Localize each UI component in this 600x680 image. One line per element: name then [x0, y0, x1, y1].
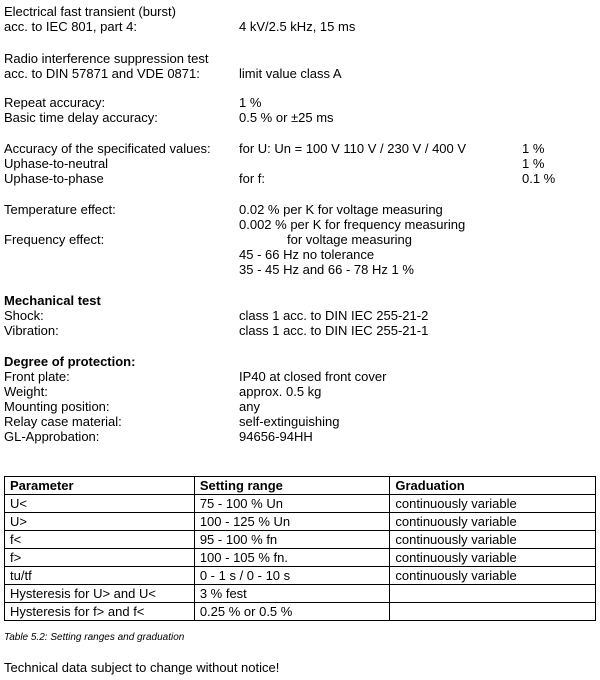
temp-label: Temperature effect:: [4, 202, 116, 217]
freq-tolerance-row: [4, 247, 594, 262]
vibration-label: Vibration:: [4, 323, 59, 338]
radio-value: limit value class A: [239, 66, 342, 81]
basic-value: 0.5 % or ±25 ms: [239, 110, 334, 125]
table-row: [5, 603, 596, 621]
protection-heading-row: [4, 354, 594, 369]
spec-list: [4, 4, 594, 34]
freq-per-k-row: [4, 217, 594, 232]
burst-row-2: [4, 19, 594, 34]
weight-value: approx. 0.5 kg: [239, 384, 322, 399]
cell-parameter: U<: [5, 495, 195, 513]
cell-parameter: Hysteresis for U> and U<: [5, 585, 195, 603]
vibration-value: class 1 acc. to DIN IEC 255-21-1: [239, 323, 429, 338]
uphase-neutral-row: [4, 156, 594, 171]
freq-row: [4, 232, 594, 247]
radio-label: Radio interference suppression test: [4, 51, 209, 66]
repeat-row: [4, 95, 594, 110]
uphase-phase-label: Uphase-to-phase: [4, 171, 104, 186]
header-setting-range: Setting range: [194, 477, 390, 495]
gl-label: GL-Approbation:: [4, 429, 100, 444]
cell-graduation: continuously variable: [390, 531, 596, 549]
freq-value-2: for voltage measuring: [287, 232, 413, 247]
weight-label: Weight:: [4, 384, 48, 399]
cell-setting-range: 3 % fest: [194, 585, 390, 603]
cell-setting-range: 100 - 105 % fn.: [194, 549, 390, 567]
shock-value: class 1 acc. to DIN IEC 255-21-2: [239, 308, 429, 323]
freq-value-1: 0.002 % per K for frequency measuring: [239, 217, 466, 232]
cell-graduation: continuously variable: [390, 513, 596, 531]
uphase-phase-row: [4, 171, 594, 186]
mounting-row: [4, 399, 594, 414]
vibration-row: [4, 323, 594, 338]
protection-block: [4, 354, 594, 444]
accuracy-block: [4, 95, 594, 125]
temp-row: [4, 202, 594, 217]
table-row: [5, 585, 596, 603]
cell-graduation: continuously variable: [390, 495, 596, 513]
header-parameter: Parameter: [5, 477, 195, 495]
front-plate-row: [4, 369, 594, 384]
gl-row: [4, 429, 594, 444]
acc-label: Accuracy of the specificated values:: [4, 141, 211, 156]
radio-block: [4, 51, 594, 81]
cell-parameter: f>: [5, 549, 195, 567]
radio-label-2: acc. to DIN 57871 and VDE 0871:: [4, 66, 200, 81]
cell-graduation: [390, 585, 596, 603]
radio-row: [4, 51, 594, 66]
acc-row: [4, 141, 594, 156]
shock-row: [4, 308, 594, 323]
freq-label: Frequency effect:: [4, 232, 105, 247]
weight-row: [4, 384, 594, 399]
table-row: [5, 549, 596, 567]
effect-block: [4, 202, 594, 277]
burst-label: Electrical fast transient (burst): [4, 4, 176, 19]
uphase-neutral-num: 1 %: [522, 156, 545, 171]
cell-parameter: tu/tf: [5, 567, 195, 585]
protection-heading: Degree of protection:: [4, 354, 136, 369]
specificated-block: [4, 141, 594, 186]
cell-parameter: Hysteresis for f> and f<: [5, 603, 195, 621]
freq-value-3: 45 - 66 Hz no tolerance: [239, 247, 375, 262]
gl-value: 94656-94HH: [239, 429, 313, 444]
shock-label: Shock:: [4, 308, 44, 323]
burst-label-2: acc. to IEC 801, part 4:: [4, 19, 137, 34]
radio-row-2: [4, 66, 594, 81]
mechanical-heading: Mechanical test: [4, 293, 101, 308]
cell-setting-range: 95 - 100 % fn: [194, 531, 390, 549]
mechanical-heading-row: [4, 293, 594, 308]
mounting-value: any: [239, 399, 260, 414]
cell-setting-range: 100 - 125 % Un: [194, 513, 390, 531]
temp-value: 0.02 % per K for voltage measuring: [239, 202, 443, 217]
cell-setting-range: 0.25 % or 0.5 %: [194, 603, 390, 621]
setting-ranges-table: [4, 476, 596, 621]
footer-note: Technical data subject to change without notice!: [4, 660, 280, 675]
cell-graduation: continuously variable: [390, 549, 596, 567]
acc-num: 1 %: [522, 141, 545, 156]
repeat-value: 1 %: [239, 95, 262, 110]
uphase-neutral-label: Uphase-to-neutral: [4, 156, 109, 171]
basic-label: Basic time delay accuracy:: [4, 110, 158, 125]
relay-case-row: [4, 414, 594, 429]
basic-row: [4, 110, 594, 125]
cell-setting-range: 75 - 100 % Un: [194, 495, 390, 513]
uphase-phase-num: 0.1 %: [522, 171, 556, 186]
table-row: [5, 495, 596, 513]
cell-parameter: U>: [5, 513, 195, 531]
cell-setting-range: 0 - 1 s / 0 - 10 s: [194, 567, 390, 585]
mechanical-block: [4, 293, 594, 338]
relay-case-label: Relay case material:: [4, 414, 122, 429]
cell-graduation: continuously variable: [390, 567, 596, 585]
burst-row: [4, 4, 594, 19]
cell-parameter: f<: [5, 531, 195, 549]
relay-case-value: self-extinguishing: [239, 414, 340, 429]
cell-graduation: [390, 603, 596, 621]
header-graduation: Graduation: [390, 477, 596, 495]
freq-value-4: 35 - 45 Hz and 66 - 78 Hz 1 %: [239, 262, 414, 277]
freq-range-row: [4, 262, 594, 277]
uphase-phase-value: for f:: [239, 171, 266, 186]
acc-value: for U: Un = 100 V 110 V / 230 V / 400 V: [239, 141, 467, 156]
table-row: [5, 567, 596, 585]
burst-value: 4 kV/2.5 kHz, 15 ms: [239, 19, 356, 34]
table-row: [5, 513, 596, 531]
table-caption: Table 5.2: Setting ranges and graduation: [4, 632, 185, 643]
front-plate-label: Front plate:: [4, 369, 70, 384]
table-row: [5, 531, 596, 549]
front-plate-value: IP40 at closed front cover: [239, 369, 387, 384]
repeat-label: Repeat accuracy:: [4, 95, 106, 110]
mounting-label: Mounting position:: [4, 399, 110, 414]
table-header-row: [5, 477, 596, 495]
